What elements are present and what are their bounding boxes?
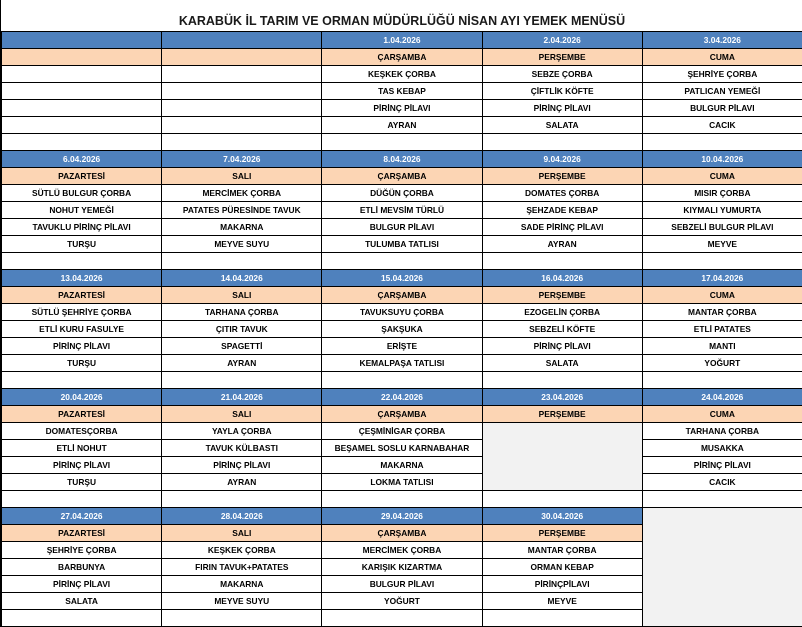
spacer-row [2, 372, 802, 389]
date-cell[interactable]: 7.04.2026 [162, 151, 322, 168]
blank-cell[interactable] [322, 253, 482, 270]
menu-item-cell[interactable]: MAKARNA [162, 576, 322, 593]
date-cell[interactable]: 17.04.2026 [642, 270, 802, 287]
menu-item-cell[interactable]: ERİŞTE [322, 338, 482, 355]
menu-row [2, 117, 802, 134]
day-name-cell[interactable] [642, 525, 802, 542]
date-cell[interactable]: 9.04.2026 [482, 151, 642, 168]
day-name-row [2, 525, 802, 542]
blank-cell[interactable] [642, 372, 802, 389]
menu-item-cell[interactable]: EZOGELİN ÇORBA [482, 304, 642, 321]
menu-item-cell[interactable]: LOKMA TATLISI [322, 474, 482, 491]
menu-item-cell[interactable]: MEYVE [642, 236, 802, 253]
menu-row [2, 185, 802, 202]
date-row [2, 151, 802, 168]
blank-cell[interactable] [642, 491, 802, 508]
menu-title: KARABÜK İL TARIM VE ORMAN MÜDÜRLÜĞÜ NİSAN AYI YEMEK MENÜSÜ [178, 14, 626, 28]
menu-item-cell[interactable] [2, 100, 162, 117]
menu-item-cell[interactable]: ÇİFTLİK KÖFTE [482, 83, 642, 100]
menu-item-cell[interactable]: ETLİ KURU FASULYE [2, 321, 162, 338]
menu-item-cell[interactable]: ETLİ NOHUT [2, 440, 162, 457]
menu-item-cell[interactable]: TARHANA ÇORBA [642, 423, 802, 440]
menu-row [2, 338, 802, 355]
date-cell[interactable]: 15.04.2026 [322, 270, 482, 287]
menu-item-cell[interactable]: BEŞAMEL SOSLU KARNABAHAR [322, 440, 482, 457]
blank-cell[interactable] [162, 134, 322, 151]
menu-item-cell[interactable]: MEYVE SUYU [162, 236, 322, 253]
day-name-cell[interactable]: PAZARTESİ [2, 168, 162, 185]
blank-cell[interactable] [2, 253, 162, 270]
menu-item-cell[interactable]: ŞEHRİYE ÇORBA [2, 542, 162, 559]
spacer-row [2, 610, 802, 627]
date-cell[interactable]: 24.04.2026 [642, 389, 802, 406]
menu-item-cell[interactable]: PİRİNÇ PİLAVI [642, 457, 802, 474]
blank-cell[interactable] [322, 372, 482, 389]
menu-item-cell[interactable]: TARHANA ÇORBA [162, 304, 322, 321]
day-name-cell[interactable]: CUMA [642, 406, 802, 423]
menu-item-cell[interactable]: PİRİNÇ PİLAVI [2, 457, 162, 474]
day-name-cell[interactable]: PERŞEMBE [482, 406, 642, 423]
blank-cell[interactable] [322, 491, 482, 508]
menu-item-cell[interactable]: NOHUT YEMEĞİ [2, 202, 162, 219]
menu-item-cell[interactable]: AYRAN [162, 474, 322, 491]
menu-item-cell[interactable]: BULGUR PİLAVI [642, 100, 802, 117]
menu-item-cell[interactable]: TULUMBA TATLISI [322, 236, 482, 253]
menu-item-cell[interactable]: KARIŞIK KIZARTMA [322, 559, 482, 576]
day-name-cell[interactable] [2, 49, 162, 66]
menu-row [2, 355, 802, 372]
day-name-cell[interactable]: ÇARŞAMBA [322, 287, 482, 304]
menu-item-cell[interactable]: SEBZELİ KÖFTE [482, 321, 642, 338]
menu-item-cell[interactable]: PİRİNÇPİLAVI [482, 576, 642, 593]
date-cell[interactable]: 14.04.2026 [162, 270, 322, 287]
menu-item-cell[interactable]: MUSAKKA [642, 440, 802, 457]
date-cell[interactable]: 6.04.2026 [2, 151, 162, 168]
empty-cell[interactable] [642, 593, 802, 610]
menu-item-cell[interactable]: ŞEHRİYE ÇORBA [642, 66, 802, 83]
day-name-cell[interactable]: PERŞEMBE [482, 168, 642, 185]
menu-item-cell[interactable]: AYRAN [322, 117, 482, 134]
menu-item-cell[interactable]: ETLİ MEVSİM TÜRLÜ [322, 202, 482, 219]
day-name-cell[interactable]: PAZARTESİ [2, 406, 162, 423]
blank-cell[interactable] [2, 610, 162, 627]
menu-item-cell[interactable]: FIRIN TAVUK+PATATES [162, 559, 322, 576]
menu-row [2, 440, 802, 457]
menu-item-cell[interactable]: MANTAR ÇORBA [642, 304, 802, 321]
spacer-row [2, 134, 802, 151]
spacer-row [2, 253, 802, 270]
holiday-cell[interactable] [482, 474, 642, 491]
date-cell[interactable]: 28.04.2026 [162, 508, 322, 525]
date-row [2, 508, 802, 525]
menu-item-cell[interactable]: MEYVE SUYU [162, 593, 322, 610]
date-cell[interactable] [2, 32, 162, 49]
date-cell[interactable]: 27.04.2026 [2, 508, 162, 525]
menu-item-cell[interactable]: PATATES PÜRESİNDE TAVUK [162, 202, 322, 219]
menu-item-cell[interactable]: CACIK [642, 474, 802, 491]
menu-item-cell[interactable] [162, 66, 322, 83]
menu-row [2, 576, 802, 593]
menu-row [2, 304, 802, 321]
menu-row [2, 219, 802, 236]
menu-item-cell[interactable]: SALATA [2, 593, 162, 610]
menu-item-cell[interactable]: MERCİMEK ÇORBA [322, 542, 482, 559]
menu-item-cell[interactable]: MEYVE [482, 593, 642, 610]
empty-cell[interactable] [642, 559, 802, 576]
blank-cell[interactable] [642, 134, 802, 151]
menu-item-cell[interactable]: AYRAN [482, 236, 642, 253]
blank-cell[interactable] [2, 372, 162, 389]
day-name-cell[interactable]: PAZARTESİ [2, 287, 162, 304]
date-cell[interactable]: 20.04.2026 [2, 389, 162, 406]
menu-item-cell[interactable]: SEBZE ÇORBA [482, 66, 642, 83]
day-name-row [2, 49, 802, 66]
menu-item-cell[interactable]: PİRİNÇ PİLAVI [322, 100, 482, 117]
menu-row [2, 100, 802, 117]
menu-row [2, 542, 802, 559]
menu-item-cell[interactable]: BULGUR PİLAVI [322, 219, 482, 236]
spacer-row [2, 491, 802, 508]
holiday-cell[interactable] [482, 457, 642, 474]
date-row [2, 389, 802, 406]
menu-item-cell[interactable]: TAVUK KÜLBASTI [162, 440, 322, 457]
blank-cell[interactable] [162, 491, 322, 508]
menu-item-cell[interactable]: ŞAKŞUKA [322, 321, 482, 338]
menu-item-cell[interactable]: DOMATESÇORBA [2, 423, 162, 440]
menu-item-cell[interactable]: SPAGETTİ [162, 338, 322, 355]
blank-cell[interactable] [642, 253, 802, 270]
date-row [2, 32, 802, 49]
day-name-cell[interactable]: SALI [162, 287, 322, 304]
menu-item-cell[interactable]: SALATA [482, 117, 642, 134]
date-cell[interactable]: 23.04.2026 [482, 389, 642, 406]
blank-cell[interactable] [482, 491, 642, 508]
menu-item-cell[interactable]: BULGUR PİLAVI [322, 576, 482, 593]
date-cell[interactable]: 2.04.2026 [482, 32, 642, 49]
menu-item-cell[interactable]: KEŞKEK ÇORBA [322, 66, 482, 83]
date-cell[interactable]: 16.04.2026 [482, 270, 642, 287]
menu-item-cell[interactable]: TAVUKSUYU ÇORBA [322, 304, 482, 321]
menu-item-cell[interactable]: BARBUNYA [2, 559, 162, 576]
day-name-cell[interactable]: ÇARŞAMBA [322, 168, 482, 185]
menu-item-cell[interactable]: SADE PİRİNÇ PİLAVI [482, 219, 642, 236]
menu-item-cell[interactable]: ÇITIR TAVUK [162, 321, 322, 338]
menu-item-cell[interactable]: PİRİNÇ PİLAVI [162, 457, 322, 474]
day-name-cell[interactable]: CUMA [642, 49, 802, 66]
day-name-cell[interactable]: SALI [162, 168, 322, 185]
date-cell[interactable] [162, 32, 322, 49]
day-name-row [2, 287, 802, 304]
day-name-row [2, 406, 802, 423]
blank-cell[interactable] [2, 491, 162, 508]
menu-item-cell[interactable] [2, 83, 162, 100]
date-cell[interactable]: 13.04.2026 [2, 270, 162, 287]
menu-item-cell[interactable]: AYRAN [162, 355, 322, 372]
menu-item-cell[interactable]: MAKARNA [162, 219, 322, 236]
menu-item-cell[interactable]: YOĞURT [322, 593, 482, 610]
day-name-cell[interactable]: CUMA [642, 287, 802, 304]
menu-item-cell[interactable]: SÜTLÜ ŞEHRİYE ÇORBA [2, 304, 162, 321]
menu-item-cell[interactable]: PATLICAN YEMEĞİ [642, 83, 802, 100]
blank-cell[interactable] [162, 372, 322, 389]
menu-item-cell[interactable]: MAKARNA [322, 457, 482, 474]
day-name-cell[interactable]: ÇARŞAMBA [322, 406, 482, 423]
menu-item-cell[interactable]: ETLİ PATATES [642, 321, 802, 338]
blank-cell[interactable] [482, 372, 642, 389]
menu-item-cell[interactable]: SALATA [482, 355, 642, 372]
menu-row [2, 66, 802, 83]
menu-item-cell[interactable]: ORMAN KEBAP [482, 559, 642, 576]
menu-item-cell[interactable] [2, 66, 162, 83]
blank-cell[interactable] [162, 610, 322, 627]
menu-item-cell[interactable]: TAVUKLU PİRİNÇ PİLAVI [2, 219, 162, 236]
date-cell[interactable]: 22.04.2026 [322, 389, 482, 406]
day-name-cell[interactable]: PAZARTESİ [2, 525, 162, 542]
day-name-cell[interactable]: SALI [162, 406, 322, 423]
date-cell[interactable]: 29.04.2026 [322, 508, 482, 525]
menu-item-cell[interactable]: MISIR ÇORBA [642, 185, 802, 202]
menu-item-cell[interactable] [162, 117, 322, 134]
menu-item-cell[interactable]: YOĞURT [642, 355, 802, 372]
menu-item-cell[interactable]: TURŞU [2, 355, 162, 372]
menu-item-cell[interactable]: TURŞU [2, 236, 162, 253]
date-cell[interactable]: 8.04.2026 [322, 151, 482, 168]
menu-item-cell[interactable]: YAYLA ÇORBA [162, 423, 322, 440]
menu-item-cell[interactable]: MANTI [642, 338, 802, 355]
day-name-cell[interactable]: SALI [162, 525, 322, 542]
menu-item-cell[interactable]: PİRİNÇ PİLAVI [482, 100, 642, 117]
date-cell[interactable] [642, 508, 802, 525]
day-name-cell[interactable]: PERŞEMBE [482, 287, 642, 304]
day-name-cell[interactable]: PERŞEMBE [482, 49, 642, 66]
menu-item-cell[interactable]: ŞEHZADE KEBAP [482, 202, 642, 219]
menu-row [2, 202, 802, 219]
menu-item-cell[interactable]: SÜTLÜ BULGUR ÇORBA [2, 185, 162, 202]
day-name-cell[interactable] [162, 49, 322, 66]
menu-item-cell[interactable]: CACIK [642, 117, 802, 134]
day-name-cell[interactable]: CUMA [642, 168, 802, 185]
day-name-cell[interactable]: PERŞEMBE [482, 525, 642, 542]
blank-cell[interactable] [482, 253, 642, 270]
menu-row [2, 593, 802, 610]
blank-cell[interactable] [2, 134, 162, 151]
day-name-row [2, 168, 802, 185]
holiday-cell[interactable] [482, 440, 642, 457]
menu-row [2, 83, 802, 100]
date-cell[interactable]: 30.04.2026 [482, 508, 642, 525]
menu-item-cell[interactable]: TURŞU [2, 474, 162, 491]
menu-row [2, 559, 802, 576]
menu-item-cell[interactable]: DOMATES ÇORBA [482, 185, 642, 202]
menu-item-cell[interactable]: DÜĞÜN ÇORBA [322, 185, 482, 202]
menu-item-cell[interactable]: SEBZELİ BULGUR PİLAVI [642, 219, 802, 236]
menu-row [2, 423, 802, 440]
blank-cell[interactable] [322, 610, 482, 627]
menu-item-cell[interactable]: KIYMALI YUMURTA [642, 202, 802, 219]
blank-cell[interactable] [482, 134, 642, 151]
blank-cell[interactable] [322, 134, 482, 151]
menu-item-cell[interactable]: KEMALPAŞA TATLISI [322, 355, 482, 372]
date-cell[interactable]: 10.04.2026 [642, 151, 802, 168]
menu-item-cell[interactable]: TAS KEBAP [322, 83, 482, 100]
holiday-cell[interactable] [482, 423, 642, 440]
day-name-cell[interactable]: ÇARŞAMBA [322, 525, 482, 542]
menu-row [2, 457, 802, 474]
menu-item-cell[interactable] [2, 117, 162, 134]
menu-table [1, 31, 802, 627]
menu-item-cell[interactable]: PİRİNÇ PİLAVI [2, 576, 162, 593]
menu-row [2, 321, 802, 338]
blank-cell[interactable] [162, 253, 322, 270]
menu-row [2, 236, 802, 253]
menu-row [2, 474, 802, 491]
empty-cell[interactable] [642, 576, 802, 593]
day-name-cell[interactable]: ÇARŞAMBA [322, 49, 482, 66]
date-cell[interactable]: 3.04.2026 [642, 32, 802, 49]
menu-item-cell[interactable]: MANTAR ÇORBA [482, 542, 642, 559]
blank-cell[interactable] [482, 610, 642, 627]
date-cell[interactable]: 1.04.2026 [322, 32, 482, 49]
date-cell[interactable]: 21.04.2026 [162, 389, 322, 406]
menu-item-cell[interactable]: PİRİNÇ PİLAVI [482, 338, 642, 355]
menu-item-cell[interactable]: ÇEŞMİNİGAR ÇORBA [322, 423, 482, 440]
menu-item-cell[interactable]: KEŞKEK ÇORBA [162, 542, 322, 559]
blank-cell[interactable] [642, 610, 802, 627]
menu-item-cell[interactable] [162, 83, 322, 100]
menu-item-cell[interactable]: PİRİNÇ PİLAVI [2, 338, 162, 355]
menu-item-cell[interactable] [162, 100, 322, 117]
menu-item-cell[interactable]: MERCİMEK ÇORBA [162, 185, 322, 202]
date-row [2, 270, 802, 287]
empty-cell[interactable] [642, 542, 802, 559]
